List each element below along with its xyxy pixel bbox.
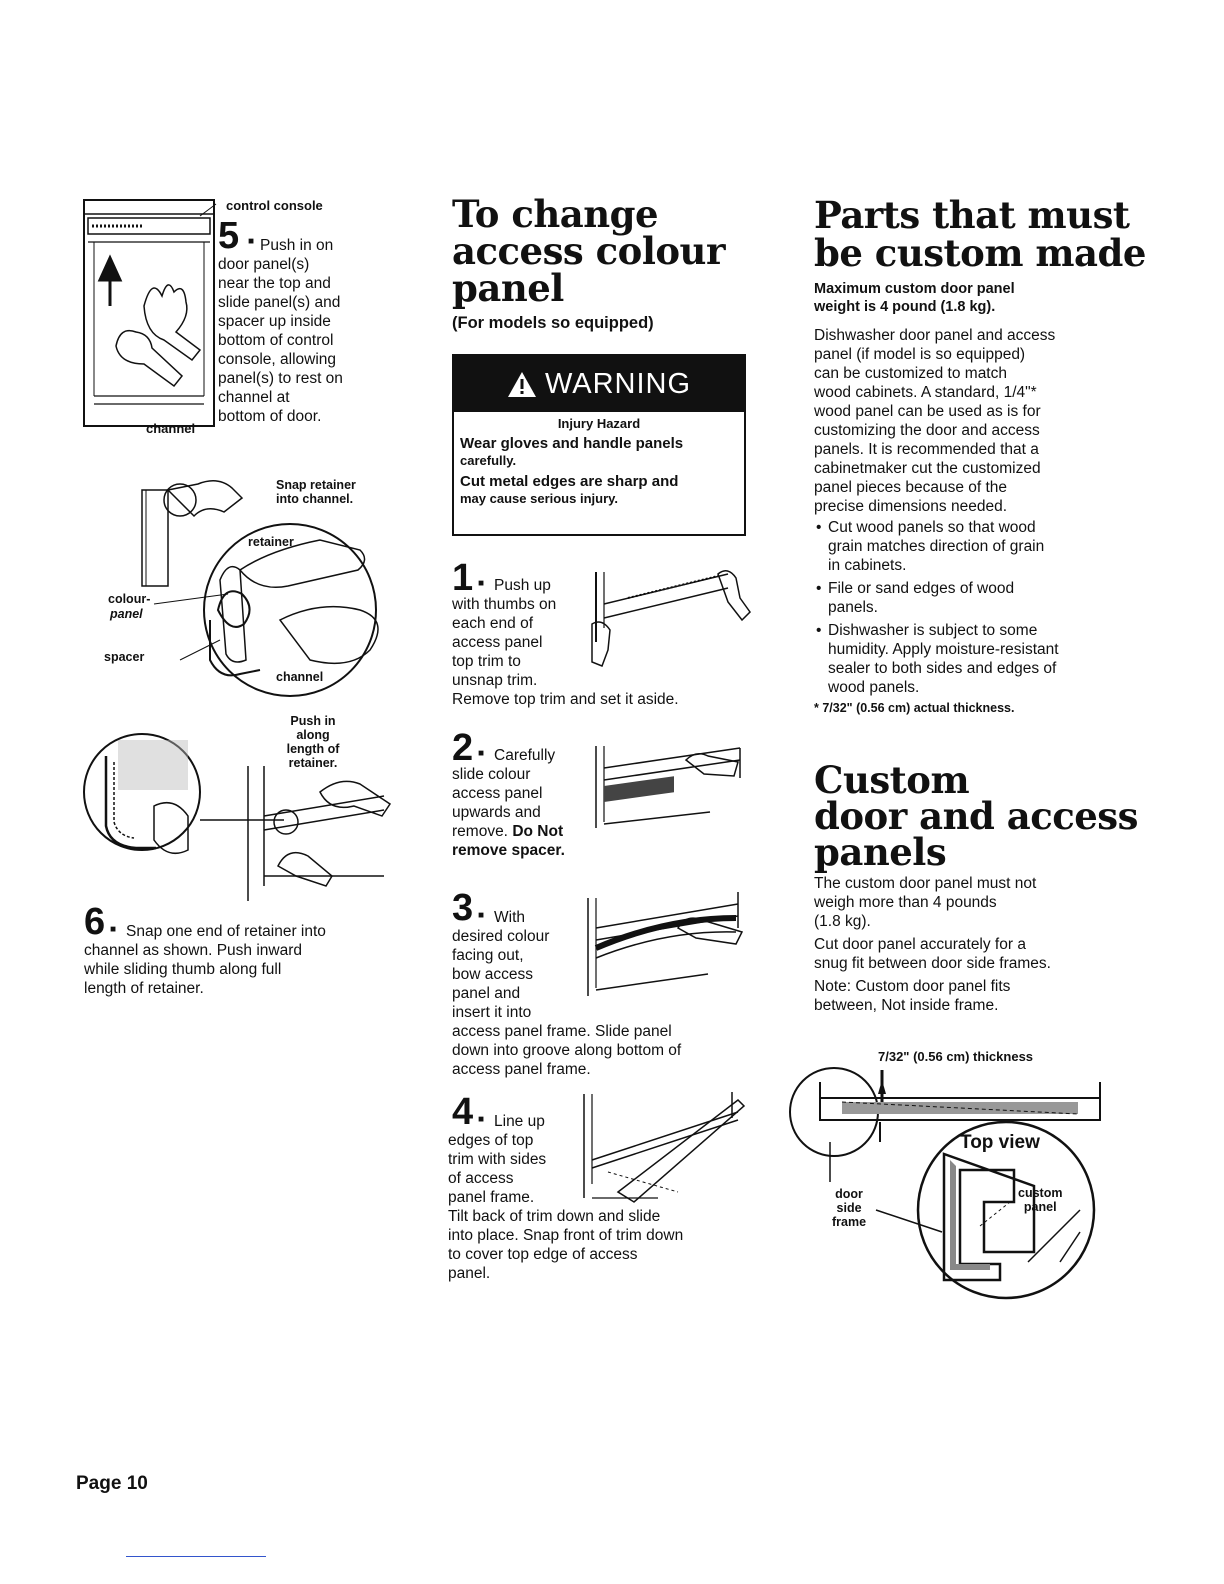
bullet-item — [814, 518, 1124, 575]
custom-line: (1.8 kg). — [814, 913, 871, 930]
step5-line: slide panel(s) and — [218, 294, 341, 311]
control-console-label: control console — [226, 198, 323, 213]
warning-triangle-icon — [507, 370, 537, 398]
warning-line: may cause serious injury. — [460, 491, 618, 506]
step3-number: 3 — [452, 887, 474, 929]
step3-line: desired colour — [452, 928, 550, 945]
step2-line: remove spacer. — [452, 842, 565, 859]
step4-number: 4 — [452, 1091, 474, 1133]
step3-line: With — [494, 909, 525, 926]
para-line: panel pieces because of the — [814, 479, 1008, 496]
step6-line: length of retainer. — [84, 980, 204, 997]
step5-line: bottom of door. — [218, 408, 322, 425]
para-line: Dishwasher door panel and access — [814, 327, 1056, 344]
step2-line: access panel — [452, 785, 543, 802]
custom-parts-text — [814, 326, 1124, 718]
custom-parts-heading — [814, 193, 1146, 275]
step3-illustration — [578, 888, 750, 1008]
step2-bullet: ■ — [478, 748, 485, 759]
step1-line: with thumbs on — [452, 596, 557, 613]
bullet-line: sealer to both sides and edges of — [828, 660, 1057, 677]
para-line: cabinetmaker cut the customized — [814, 460, 1041, 477]
step2-number: 2 — [452, 727, 474, 769]
warning-line: Cut metal edges are sharp and — [460, 473, 679, 490]
step5-number: 5 — [218, 215, 240, 257]
step2-do-not: Do Not — [512, 823, 564, 840]
warning-band — [454, 356, 744, 412]
step5-bullet: ■ — [248, 236, 255, 247]
step4-line: Line up — [494, 1113, 545, 1130]
step3-line: bow access — [452, 966, 533, 983]
push-line: along — [296, 728, 330, 742]
change-panel-heading — [452, 192, 725, 310]
heading-line: panels — [814, 830, 947, 874]
max-line: Maximum custom door panel — [814, 281, 1015, 297]
bullet-line: • Dishwasher is subject to some — [828, 622, 1038, 639]
step5-line: Push in on — [260, 237, 334, 254]
custom-panel-label — [1018, 1186, 1062, 1214]
step1-illustration — [588, 568, 778, 678]
step3-line: down into groove along bottom of — [452, 1042, 682, 1059]
step4-line: to cover top edge of access — [448, 1246, 638, 1263]
step1-line: Push up — [494, 577, 551, 594]
bullet-line: wood panels. — [828, 679, 920, 696]
custom-line: Cut door panel accurately for a — [814, 936, 1026, 953]
para-line: precise dimensions needed. — [814, 498, 1008, 515]
step3-line: access panel frame. Slide panel — [452, 1023, 672, 1040]
retainer-label: retainer — [248, 535, 294, 549]
heading-line: access colour — [452, 229, 725, 273]
step1-number: 1 — [452, 557, 474, 599]
door-label: door — [835, 1187, 863, 1201]
custom-line: The custom door panel must not — [814, 875, 1037, 892]
push-line: Push in — [290, 714, 336, 728]
step5-line: near the top and — [218, 275, 331, 292]
step1-line: access panel — [452, 634, 543, 651]
step2-illustration — [590, 738, 750, 838]
heading-line: door and access — [814, 794, 1138, 838]
warning-title: WARNING — [544, 367, 692, 400]
top-view-illustration — [780, 1062, 1110, 1302]
step6-line: channel as shown. Push inward — [84, 942, 302, 959]
push-along-label — [276, 714, 350, 770]
hazard-label: Injury Hazard — [557, 416, 641, 431]
custom-line: snug fit between door side frames. — [814, 955, 1051, 972]
heading-line: panel — [452, 266, 564, 310]
subheading: (For models so equipped) — [452, 314, 654, 332]
step4-line: panel. — [448, 1265, 491, 1282]
frame-label: frame — [832, 1215, 867, 1229]
para-line: wood panel can be used as is for — [814, 403, 1041, 420]
step4-line: edges of top — [448, 1132, 534, 1149]
panel-label-fig: panel — [1023, 1200, 1057, 1214]
step4-line: into place. Snap front of trim down — [448, 1227, 684, 1244]
max-weight — [814, 280, 1015, 316]
step1-line: Remove top trim and set it aside. — [452, 691, 679, 708]
bullet-line: in cabinets. — [828, 557, 907, 574]
custom-line: Note: Custom door panel fits — [814, 978, 1011, 995]
custom-line: between, Not inside frame. — [814, 997, 999, 1014]
bullet-line: panels. — [828, 599, 878, 616]
colour-label: colour- — [108, 592, 151, 606]
heading-line: Parts that must — [814, 193, 1130, 237]
channel-label-fig: channel — [276, 670, 324, 684]
snap-retainer-label — [276, 478, 356, 506]
step6-line: Snap one end of retainer into — [126, 923, 326, 940]
step5-line: console, allowing — [218, 351, 337, 368]
custom-label: custom — [1018, 1186, 1063, 1200]
step1-line: top trim to — [452, 653, 521, 670]
panel-label: panel — [110, 607, 143, 621]
custom-door-text — [814, 874, 1124, 1015]
footnote: * 7/32" (0.56 cm) actual thickness. — [814, 701, 1015, 715]
step6-line: while sliding thumb along full — [84, 961, 282, 978]
para-line: wood cabinets. A standard, 1/4"* — [814, 384, 1037, 401]
door-side-frame-label — [832, 1187, 866, 1229]
step4-line: trim with sides — [448, 1151, 547, 1168]
bullet-item — [814, 621, 1124, 697]
snap-line: Snap retainer — [276, 478, 356, 492]
step5-text — [218, 236, 378, 426]
step1-bullet: ■ — [478, 578, 485, 589]
custom-line: weigh more than 4 pounds — [814, 894, 997, 911]
step4-line: of access — [448, 1170, 514, 1187]
step5-line: spacer up inside — [218, 313, 331, 330]
step5-line: panel(s) to rest on — [218, 370, 343, 387]
step6-text — [84, 922, 384, 998]
heading-line: To change — [452, 192, 659, 236]
bullet-line: humidity. Apply moisture-resistant — [828, 641, 1059, 658]
snap-line: into channel. — [276, 492, 354, 506]
step1-line: each end of — [452, 615, 534, 632]
heading-line: be custom made — [814, 231, 1146, 275]
bullet-line: • Cut wood panels so that wood — [828, 519, 1036, 536]
step5-line: door panel(s) — [218, 256, 310, 273]
page-number: Page 10 — [76, 1473, 148, 1494]
step3-line: panel and — [452, 985, 521, 1002]
step1-line: unsnap trim. — [452, 672, 538, 689]
bullet-line: • File or sand edges of wood — [828, 580, 1015, 597]
step4-bullet: ■ — [478, 1114, 485, 1125]
footer-rule — [126, 1556, 266, 1557]
warning-box — [452, 354, 746, 536]
warning-text — [454, 431, 744, 507]
step5-illustration — [82, 196, 222, 436]
para-line: customizing the door and access — [814, 422, 1040, 439]
step2-remove: remove. — [452, 823, 513, 840]
thickness-label: 7/32" (0.56 cm) thickness — [878, 1049, 1034, 1064]
step4-illustration — [578, 1088, 750, 1208]
warning-line: Wear gloves and handle panels — [460, 435, 684, 452]
step3-bullet: ■ — [478, 910, 485, 921]
para-line: panels. It is recommended that a — [814, 441, 1039, 458]
step2-line — [452, 822, 592, 841]
max-line: weight is 4 pound (1.8 kg). — [814, 299, 996, 315]
step6-number: 6 — [84, 901, 106, 943]
push-line: retainer. — [288, 756, 338, 770]
para-line: can be customized to match — [814, 365, 1007, 382]
step3-line: insert it into — [452, 1004, 532, 1021]
spacer-label: spacer — [104, 650, 145, 664]
heading-line: Custom — [814, 758, 970, 802]
custom-door-heading — [814, 758, 1138, 874]
bullet-line: grain matches direction of grain — [828, 538, 1045, 555]
bullet-item — [814, 579, 1124, 617]
warning-line: carefully. — [460, 453, 517, 468]
step6-bullet: ■ — [110, 924, 117, 935]
retainer-illustration — [100, 470, 390, 710]
side-label: side — [836, 1201, 862, 1215]
step5-line: channel at — [218, 389, 290, 406]
step4-line: panel frame. — [448, 1189, 535, 1206]
step2-line: Carefully — [494, 747, 556, 764]
channel-label: channel — [146, 421, 196, 436]
top-view-label: Top view — [960, 1132, 1040, 1153]
step2-line: slide colour — [452, 766, 531, 783]
step2-line: upwards and — [452, 804, 541, 821]
step4-line: Tilt back of trim down and slide — [448, 1208, 661, 1225]
step3-line: facing out, — [452, 947, 524, 964]
step5-line: bottom of control — [218, 332, 334, 349]
para-line: panel (if model is so equipped) — [814, 346, 1026, 363]
step3-line: access panel frame. — [452, 1061, 591, 1078]
step2-text — [452, 746, 592, 860]
push-line: length of — [286, 742, 340, 756]
